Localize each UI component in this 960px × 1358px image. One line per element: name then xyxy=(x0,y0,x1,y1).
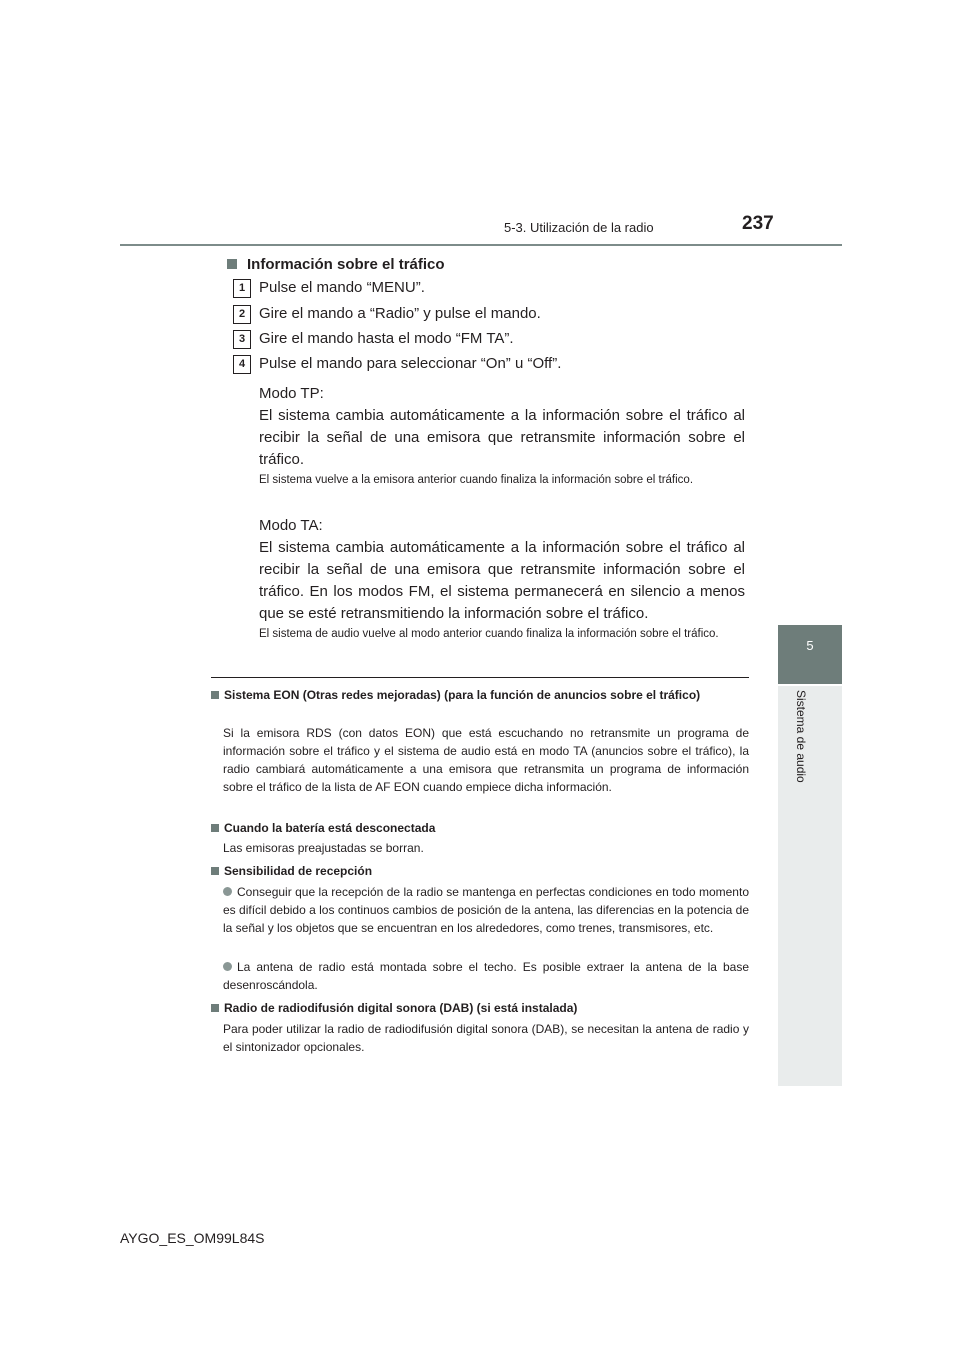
chapter-number: 5 xyxy=(806,638,814,653)
battery-heading: Cuando la batería está desconectada xyxy=(211,819,749,837)
step-1 xyxy=(233,279,425,299)
step-number-box: 4 xyxy=(233,355,251,374)
square-bullet-icon xyxy=(211,1004,219,1012)
step-number-box: 1 xyxy=(233,279,251,298)
tp-mode-note: El sistema vuelve a la emisora anterior cuando finaliza la información sobre el tráfico. xyxy=(259,474,694,486)
main-heading xyxy=(227,256,445,273)
sensitivity-heading: Sensibilidad de recepción xyxy=(211,862,749,880)
square-bullet-icon xyxy=(227,259,237,269)
step-2 xyxy=(233,305,541,325)
circle-bullet-icon xyxy=(223,887,232,896)
ta-mode-note: El sistema de audio vuelve al modo anterior cuando finaliza la información sobre el tráfico. xyxy=(259,628,719,640)
square-bullet-icon xyxy=(211,867,219,875)
step-number-box: 2 xyxy=(233,305,251,324)
step-3 xyxy=(233,330,514,350)
chapter-tab xyxy=(778,625,842,684)
step-number-box: 3 xyxy=(233,330,251,349)
sensitivity-bullet-2: La antena de radio está montada sobre el techo. Es posible extraer la antena de la base desenroscándola. xyxy=(223,960,749,992)
main-heading-text: Información sobre el tráfico xyxy=(247,256,445,273)
tp-mode-text: El sistema cambia automáticamente a la información sobre el tráfico al recibir la señal de una emisora que retransmite información sobre el tráfico. xyxy=(259,407,745,468)
square-bullet-icon xyxy=(211,691,219,699)
ta-mode-text: El sistema cambia automáticamente a la información sobre el tráfico al recibir la señal de una emisora que retransmite información sobre el tráfico. En los modos FM, el sistema permanecerá en silencio a menos que se esté retransmitiendo la información sobre el tráfico. xyxy=(259,539,745,622)
dab-text: Para poder utilizar la radio de radiodifusión digital sonora (DAB), se necesitan la antena de radio y el sintonizador opcionales. xyxy=(223,1022,749,1054)
document-code: AYGO_ES_OM99L84S xyxy=(120,1230,265,1246)
sensitivity-bullet-1: Conseguir que la recepción de la radio se mantenga en perfectas condiciones en todo momento es difícil debido a los continuos cambios de posición de la antena, las diferencias en la potencia de la señal y los objetos que se encuentran en los alrededores, como trenes, transmisores, etc. xyxy=(223,885,749,935)
eon-heading: Sistema EON (Otras redes mejoradas) (para la función de anuncios sobre el tráfico) xyxy=(211,686,749,704)
section-title: 5-3. Utilización de la radio xyxy=(504,220,654,235)
chapter-strip xyxy=(778,686,842,1086)
dab-heading: Radio de radiodifusión digital sonora (DAB) (si está instalada) xyxy=(211,999,749,1017)
page-number: 237 xyxy=(742,213,774,234)
section-divider xyxy=(211,677,749,678)
header-rule xyxy=(120,244,842,246)
circle-bullet-icon xyxy=(223,962,232,971)
tp-mode-title: Modo TP: xyxy=(259,385,324,402)
square-bullet-icon xyxy=(211,824,219,832)
eon-text: Si la emisora RDS (con datos EON) que está escuchando no retransmite un programa de información sobre el tráfico y el sistema de audio está en modo TA (anuncios sobre el tráfico), la radio cambiará automáticamente a una emisora que retransmita un programa de información sobre el tráfico de la lista de AF EON cuando empiece dicha información. xyxy=(223,726,749,794)
chapter-label: Sistema de audio xyxy=(794,690,808,783)
step-text: Pulse el mando “MENU”. xyxy=(259,279,425,296)
step-text: Gire el mando hasta el modo “FM TA”. xyxy=(259,330,514,347)
step-4 xyxy=(233,355,561,375)
step-text: Gire el mando a “Radio” y pulse el mando. xyxy=(259,305,541,322)
ta-mode-title: Modo TA: xyxy=(259,517,323,534)
step-text: Pulse el mando para seleccionar “On” u “Off”. xyxy=(259,355,562,372)
battery-text: Las emisoras preajustadas se borran. xyxy=(223,841,424,855)
